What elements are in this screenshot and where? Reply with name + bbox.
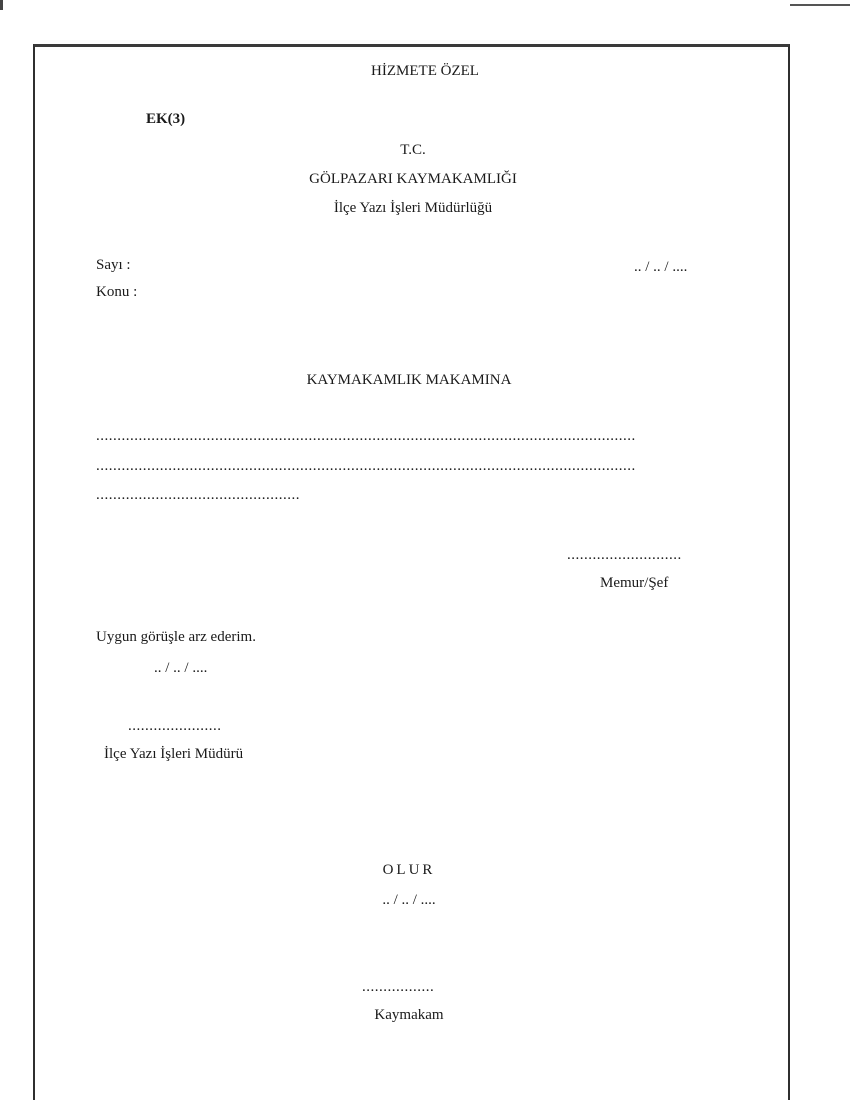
number-label: Sayı : <box>96 257 131 273</box>
office-title: GÖLPAZARI KAYMAKAMLIĞI <box>309 171 517 187</box>
scan-corner-mark <box>0 0 3 10</box>
department-title: İlçe Yazı İşleri Müdürlüğü <box>333 200 493 216</box>
officer-title: Memur/Şef <box>600 575 669 591</box>
recommendation-date: .. / .. / .... <box>154 660 208 676</box>
governor-signature-line: ................. <box>362 979 435 995</box>
classification-label: HİZMETE ÖZEL <box>371 63 479 79</box>
annex-label: EK(3) <box>146 111 186 127</box>
governor-title: Kaymakam <box>374 1007 444 1023</box>
body-line-1: ............................................................................................................................... <box>96 428 636 444</box>
addressee-heading: KAYMAKAMLIK MAKAMINA <box>306 372 512 388</box>
body-line-3: ................................................ <box>96 487 300 503</box>
officer-signature-line: ........................... <box>567 547 682 563</box>
approval-word: OLUR <box>382 862 436 878</box>
scan-edge-line <box>790 4 850 6</box>
document-date: .. / .. / .... <box>634 259 688 275</box>
country-label: T.C. <box>400 142 426 158</box>
director-title: İlçe Yazı İşleri Müdürü <box>104 746 244 762</box>
body-line-2: ............................................................................................................................... <box>96 458 636 474</box>
director-signature-line: ...................... <box>128 718 222 734</box>
approval-date: .. / .. / .... <box>382 892 436 908</box>
recommendation-text: Uygun görüşle arz ederim. <box>96 629 256 645</box>
subject-label: Konu : <box>96 284 138 300</box>
